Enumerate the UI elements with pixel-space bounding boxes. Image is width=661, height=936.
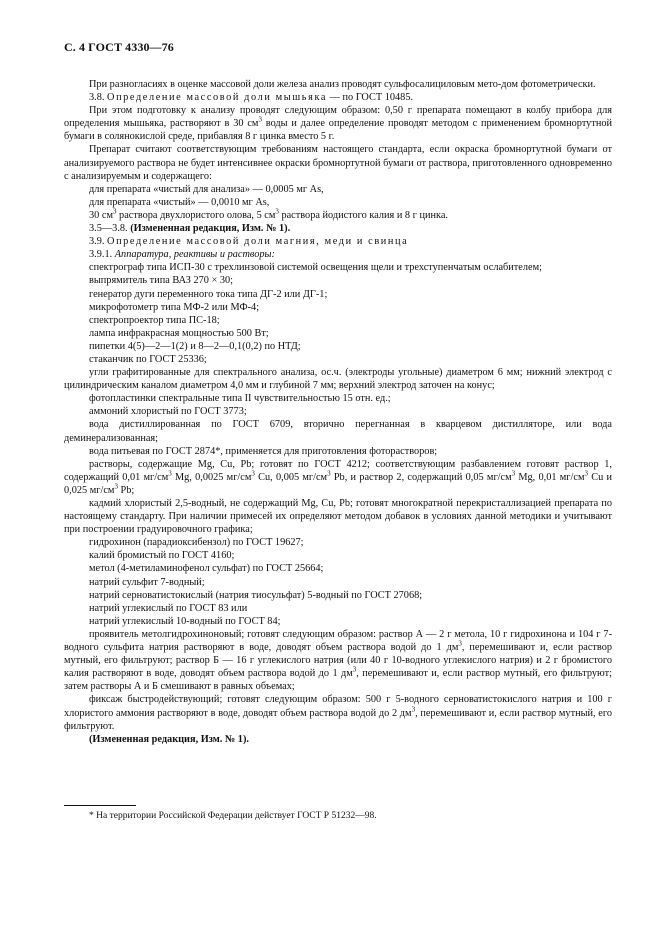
- list-item: натрий углекислый по ГОСТ 83 или: [89, 602, 248, 614]
- footnote-divider: [64, 805, 136, 806]
- page-header: С. 4 ГОСТ 4330—76: [64, 40, 174, 54]
- list-item: гидрохинон (парадиоксибензол) по ГОСТ 19627;: [89, 537, 304, 549]
- list-item: аммоний хлористый по ГОСТ 3773;: [89, 406, 247, 418]
- paragraph: для препарата «чистый» — 0,0010 мг As,: [89, 196, 270, 208]
- list-item: стаканчик по ГОСТ 25336;: [89, 353, 207, 365]
- subsection-heading: 3.9.1. Аппаратура, реактивы и растворы:: [89, 249, 275, 261]
- list-item: генератор дуги переменного тока типа ДГ-2 или ДГ-1;: [89, 288, 328, 300]
- list-item: калий бромистый по ГОСТ 4160;: [89, 550, 235, 562]
- list-item: спектрограф типа ИСП-30 с трехлинзовой системой освещения щели и трехступенчатым ослабителем;: [89, 262, 542, 274]
- list-item: натрий углекислый 10-водный по ГОСТ 84;: [89, 615, 281, 627]
- list-item: натрий сульфит 7-водный;: [89, 576, 205, 588]
- list-item: угли графитированные для спектрального анализа, ос.ч. (электроды угольные) диаметром 6 мм; нижний электрод с цилиндрическим каналом диаметром 4,0 мм и глубиной 7 мм; верхний электрод заточен на конус;: [64, 367, 612, 392]
- list-item: вода питьевая по ГОСТ 2874*, применяется для приготовления фоторастворов;: [89, 445, 438, 457]
- list-item: выпрямитель типа ВАЗ 270 × 30;: [89, 275, 234, 287]
- paragraph: При этом подготовку к анализу проводят следующим образом: 0,50 г препарата помещают в колбу прибора для определения мышьяка, растворяют в 30 $см^3$ воды и далее определение проводят методом с применением бромнортутной бумаги в солянокислой среде, прибавляя 8 г цинка вместо 5 г.: [64, 105, 613, 143]
- section-heading-arsenic: 3.8. Определение массовой доли мышьяка — по ГОСТ 10485.: [89, 92, 414, 104]
- list-item: фотопластинки спектральные типа II чувствительностью 15 отн. ед.;: [89, 393, 391, 405]
- list-item: растворы, содержащие Mg, Cu, Pb; готовят по ГОСТ 4212; соответствующим разбавлением готовят раствор 1, содержащий 0,01 $мг/см^3$ Mg, 0,0025 $мг/см^3$ Cu, 0,005 $мг/см^3$ Pb, и раствор 2, содержащий 0,05 $мг/см^3$ Mg, 0,01 $мг/см^3$ Cu и 0,025 $мг/см^3$ Pb;: [64, 458, 612, 496]
- paragraph: При разногласиях в оценке массовой доли железа анализ проводят сульфосалициловым мето-дом фотометрически.: [89, 79, 596, 90]
- list-item: проявитель метолгидрохиноновый; готовят следующим образом: раствор А — 2 г метола, 10 г гидрохинона и 104 г 7-водного сульфита натрия растворяют в воде, доводят объем раствора водой до 1 $дм^3$, перемешивают и, если раствор мутный, его фильтруют; раствор Б — 16 г углекислого натрия (или 40 г 10-водного углекислого натрия) и 2 г бромистого калия растворяют в воде, доводят объем раствора водой до 1 $дм^3$, перемешивают и, если раствор мутный, его фильтруют; затем растворы А и Б смешивают в равных объемах;: [64, 628, 612, 693]
- paragraph: 30 $см^3$ раствора двухлористого олова, 5 $см^3$ раствора йодистого калия и 8 г цинка.: [89, 207, 448, 221]
- list-item: фиксаж быстродействующий; готовят следующим образом: 500 г 5-водного серноватистокислого натрия и 100 г хлористого аммония растворяют в воде, доводят объем раствора водой до 2 $дм^3$, перемешивают и, если раствор мутный, его фильтруют.: [64, 694, 612, 732]
- document-body: [64, 78, 612, 746]
- list-item: метол (4-метиламинофенол сульфат) по ГОСТ 25664;: [89, 563, 324, 575]
- list-item: лампа инфракрасная мощностью 500 Вт;: [89, 327, 269, 339]
- list-item: спектропроектор типа ПС-18;: [89, 314, 220, 326]
- paragraph: для препарата «чистый для анализа» — 0,0005 мг As,: [89, 183, 324, 195]
- list-item: микрофотометр типа МФ-2 или МФ-4;: [89, 301, 260, 313]
- paragraph: Препарат считают соответствующим требованиям настоящего стандарта, если окраска бромнортутной бумаги от анализируемого раствора не будет интенсивнее окраски бромнортутной бумаги от раствора, приготовленного одновременно с анализируемым и содержащего:: [64, 144, 612, 182]
- revision-note: (Измененная редакция, Изм. № 1).: [89, 733, 249, 745]
- footnote: * На территории Российской Федерации действует ГОСТ Р 51232—98.: [89, 811, 377, 821]
- list-item: вода дистиллированная по ГОСТ 6709, вторично перегнанная в кварцевом дистилляторе, или вода деминерализованная;: [64, 419, 612, 444]
- list-item: кадмий хлористый 2,5-водный, не содержащий Mg, Cu, Pb; готовят многократной перекристаллизацией препарата по настоящему стандарту. При наличии примесей их определяют методом добавок в условиях данной методики и учитывают при построении градуировочного графика;: [64, 498, 612, 536]
- section-heading-mg-cu-pb: 3.9. Определение массовой доли магния, меди и свинца: [89, 236, 409, 248]
- list-item: натрий серноватистокислый (натрия тиосульфат) 5-водный по ГОСТ 27068;: [89, 589, 423, 601]
- revision-note: 3.5—3.8. (Измененная редакция, Изм. № 1).: [89, 223, 291, 235]
- list-item: пипетки 4(5)—2—1(2) и 8—2—0,1(0,2) по НТД;: [89, 340, 301, 352]
